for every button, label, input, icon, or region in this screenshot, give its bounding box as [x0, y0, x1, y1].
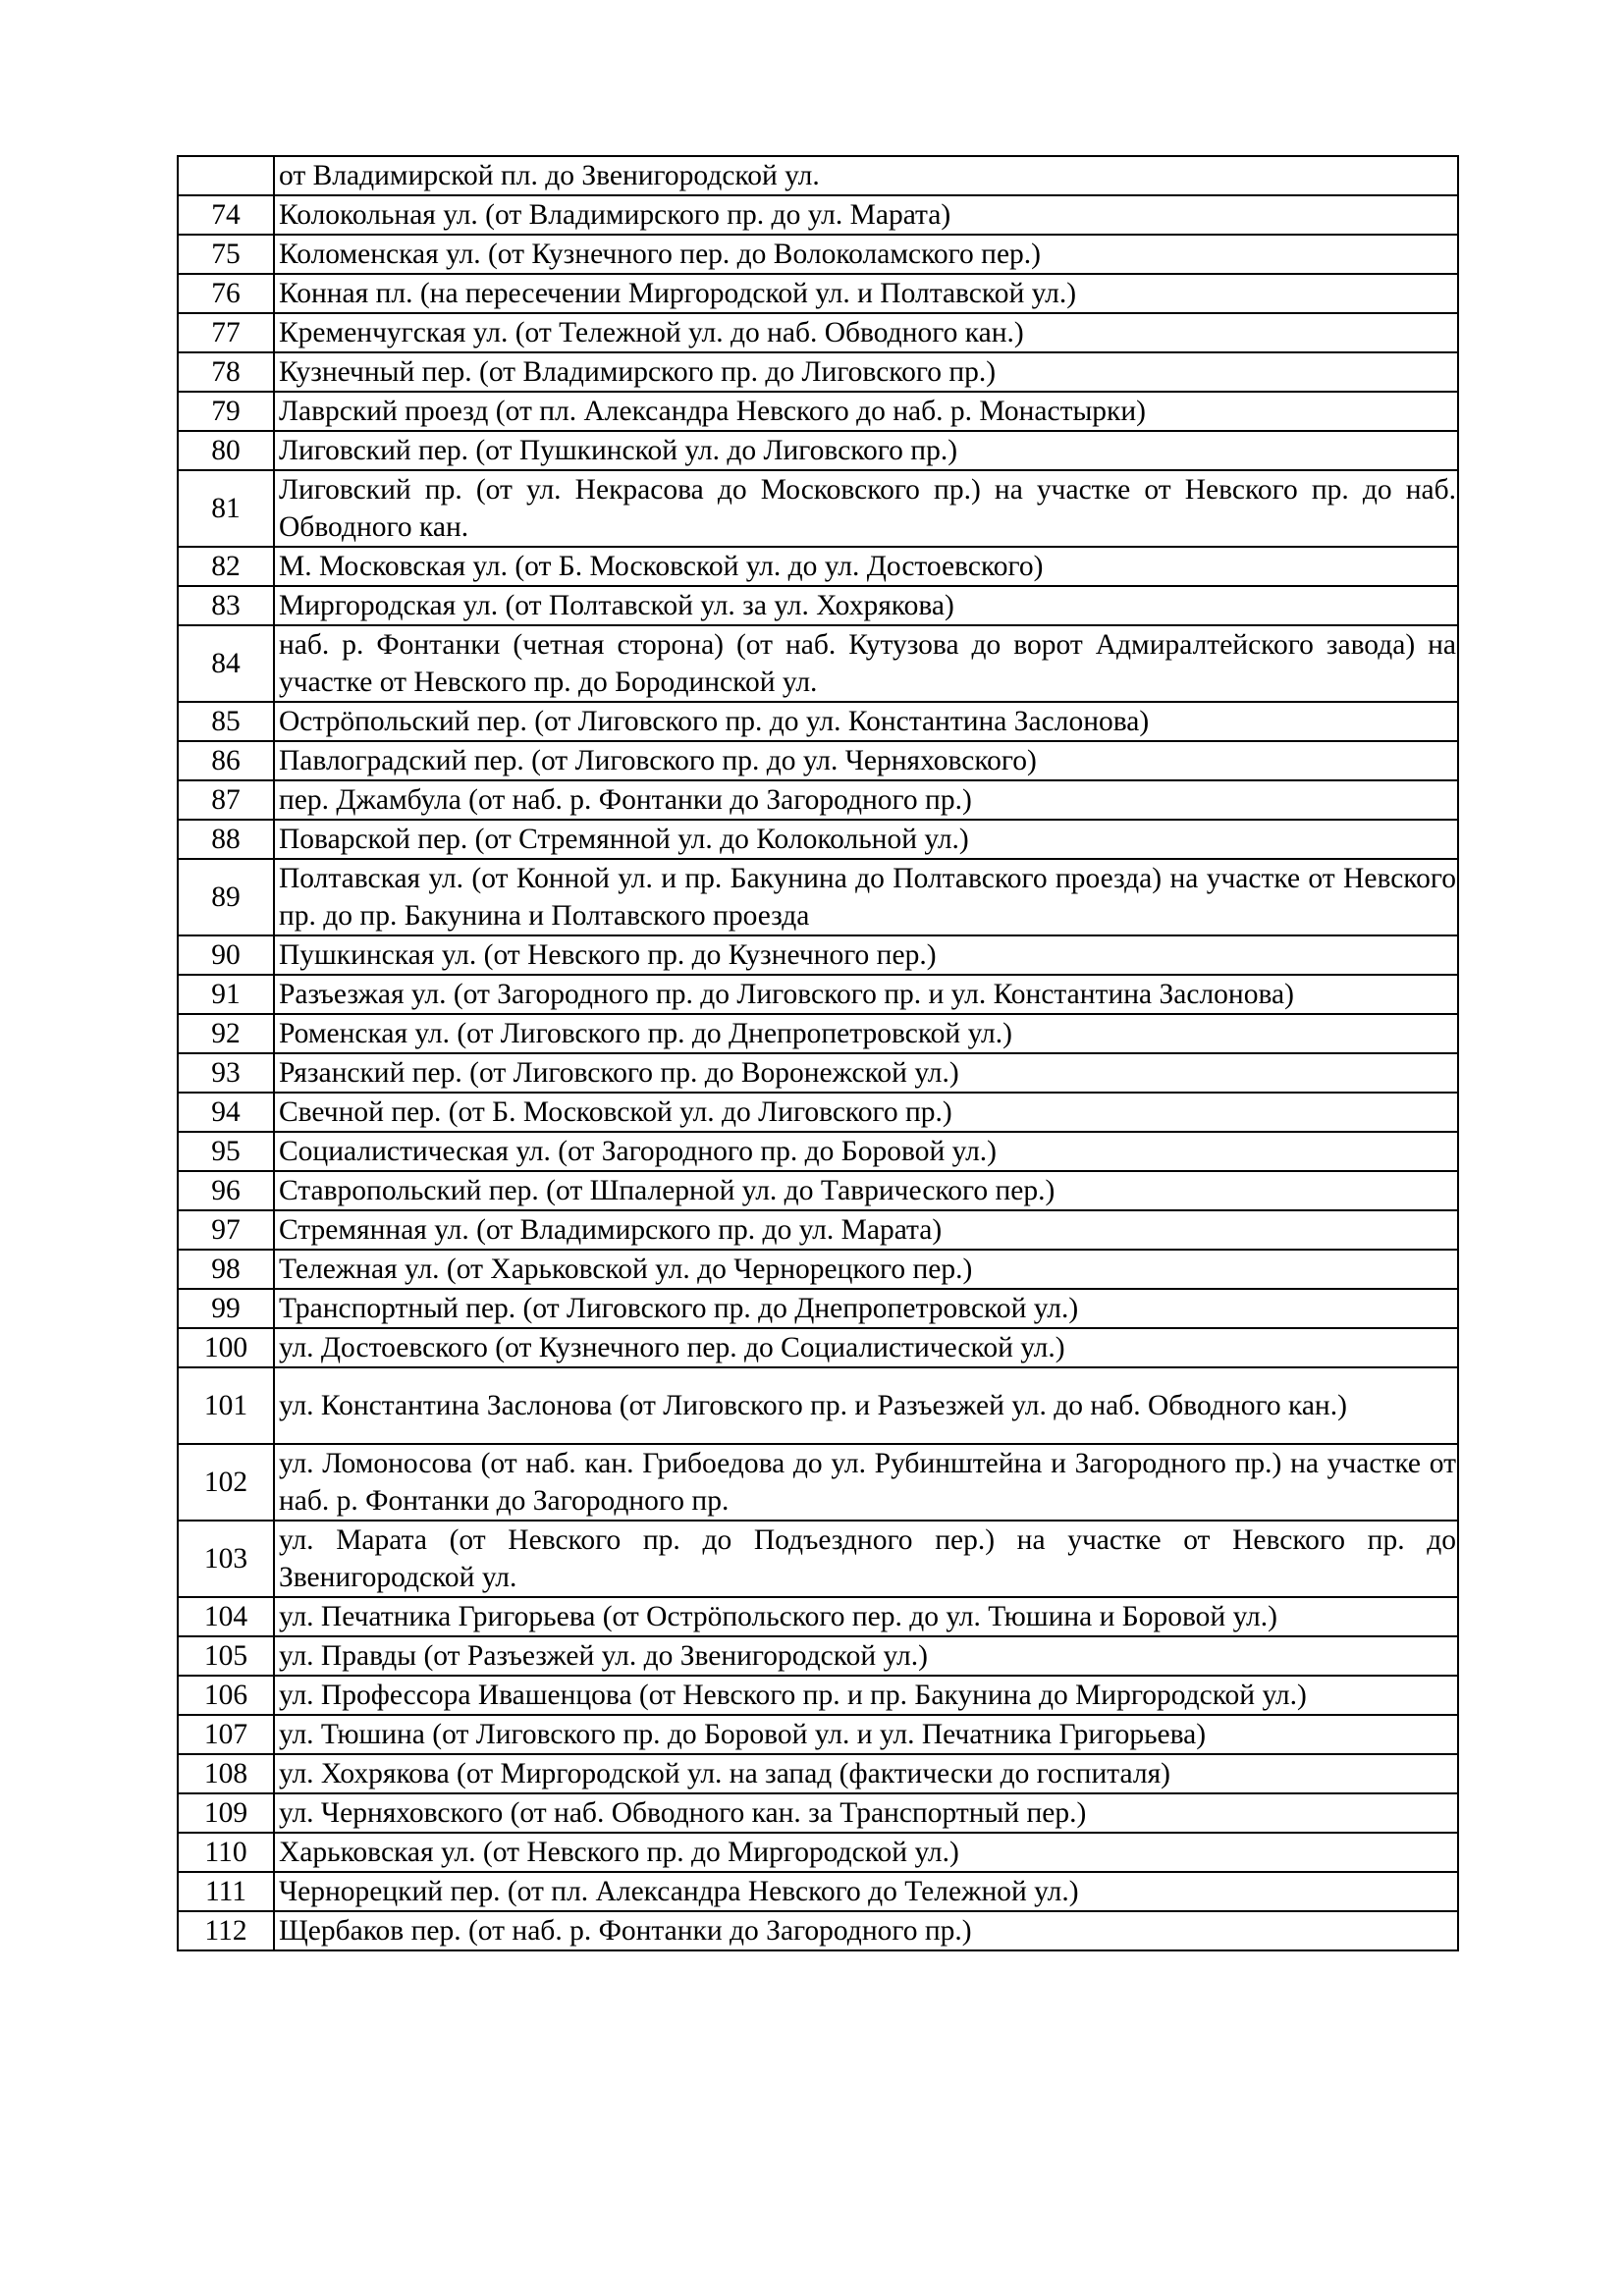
table-row: [178, 1014, 1458, 1053]
street-description: Щербаков пер. (от наб. р. Фонтанки до Загородного пр.): [274, 1911, 1458, 1950]
row-number: 112: [178, 1911, 274, 1950]
table-row: [178, 274, 1458, 313]
table-row: [178, 1444, 1458, 1521]
table-row: [178, 547, 1458, 586]
street-description: ул. Марата (от Невского пр. до Подъездного пер.) на участке от Невского пр. до Звенигородской ул.: [274, 1521, 1458, 1597]
street-description: Коломенская ул. (от Кузнечного пер. до Волоколамского пер.): [274, 235, 1458, 274]
table-row: [178, 1250, 1458, 1289]
row-number: 75: [178, 235, 274, 274]
street-description: Свечной пер. (от Б. Московской ул. до Лиговского пр.): [274, 1093, 1458, 1132]
row-number: 102: [178, 1444, 274, 1521]
table-row: [178, 1171, 1458, 1210]
street-description: Миргородская ул. (от Полтавской ул. за ул. Хохрякова): [274, 586, 1458, 625]
street-description: наб. р. Фонтанки (четная сторона) (от наб. Кутузова до ворот Адмиралтейского завода) на участке от Невского пр. до Бородинской ул.: [274, 625, 1458, 702]
row-number: 84: [178, 625, 274, 702]
table-row: [178, 859, 1458, 935]
row-number: 103: [178, 1521, 274, 1597]
row-number: 74: [178, 195, 274, 235]
table-row: [178, 741, 1458, 780]
street-description: ул. Профессора Ивашенцова (от Невского пр. и пр. Бакунина до Миргородской ул.): [274, 1676, 1458, 1715]
row-number: [178, 156, 274, 195]
street-description: Острöпольский пер. (от Лиговского пр. до ул. Константина Заслонова): [274, 702, 1458, 741]
row-number: 101: [178, 1367, 274, 1444]
table-row: [178, 1132, 1458, 1171]
table-row: [178, 1521, 1458, 1597]
row-number: 77: [178, 313, 274, 352]
street-description: Харьковская ул. (от Невского пр. до Миргородской ул.): [274, 1833, 1458, 1872]
table-row: [178, 235, 1458, 274]
row-number: 106: [178, 1676, 274, 1715]
row-number: 105: [178, 1636, 274, 1676]
street-description: Кременчугская ул. (от Тележной ул. до наб. Обводного кан.): [274, 313, 1458, 352]
street-description: ул. Тюшина (от Лиговского пр. до Боровой ул. и ул. Печатника Григорьева): [274, 1715, 1458, 1754]
street-description: Лиговский пр. (от ул. Некрасова до Московского пр.) на участке от Невского пр. до наб. Обводного кан.: [274, 470, 1458, 547]
row-number: 85: [178, 702, 274, 741]
table-row: [178, 935, 1458, 975]
street-description: Социалистическая ул. (от Загородного пр. до Боровой ул.): [274, 1132, 1458, 1171]
row-number: 91: [178, 975, 274, 1014]
row-number: 92: [178, 1014, 274, 1053]
street-description: пер. Джамбула (от наб. р. Фонтанки до Загородного пр.): [274, 780, 1458, 820]
street-description: ул. Черняховского (от наб. Обводного кан. за Транспортный пер.): [274, 1793, 1458, 1833]
table-row: [178, 1833, 1458, 1872]
row-number: 104: [178, 1597, 274, 1636]
table-row: [178, 780, 1458, 820]
street-description: Тележная ул. (от Харьковской ул. до Чернорецкого пер.): [274, 1250, 1458, 1289]
row-number: 88: [178, 820, 274, 859]
row-number: 94: [178, 1093, 274, 1132]
row-number: 78: [178, 352, 274, 392]
street-description: ул. Печатника Григорьева (от Острöпольского пер. до ул. Тюшина и Боровой ул.): [274, 1597, 1458, 1636]
street-description: ул. Правды (от Разъезжей ул. до Звенигородской ул.): [274, 1636, 1458, 1676]
street-description: Роменская ул. (от Лиговского пр. до Днепропетровской ул.): [274, 1014, 1458, 1053]
table-row: [178, 1053, 1458, 1093]
row-number: 111: [178, 1872, 274, 1911]
row-number: 90: [178, 935, 274, 975]
street-description: М. Московская ул. (от Б. Московской ул. до ул. Достоевского): [274, 547, 1458, 586]
street-description: Поварской пер. (от Стремянной ул. до Колокольной ул.): [274, 820, 1458, 859]
table-row: [178, 1793, 1458, 1833]
table-row: [178, 470, 1458, 547]
table-row: [178, 1367, 1458, 1444]
table-row: [178, 1911, 1458, 1950]
table-row: [178, 392, 1458, 431]
row-number: 99: [178, 1289, 274, 1328]
street-description: Рязанский пер. (от Лиговского пр. до Воронежской ул.): [274, 1053, 1458, 1093]
row-number: 80: [178, 431, 274, 470]
table-row: [178, 1210, 1458, 1250]
row-number: 109: [178, 1793, 274, 1833]
row-number: 93: [178, 1053, 274, 1093]
table-row: [178, 702, 1458, 741]
table-row: [178, 1715, 1458, 1754]
row-number: 81: [178, 470, 274, 547]
street-description: Колокольная ул. (от Владимирского пр. до ул. Марата): [274, 195, 1458, 235]
table-row: [178, 1676, 1458, 1715]
table-row: [178, 195, 1458, 235]
table-row: [178, 156, 1458, 195]
street-description: Транспортный пер. (от Лиговского пр. до Днепропетровской ул.): [274, 1289, 1458, 1328]
street-description: ул. Хохрякова (от Миргородской ул. на запад (фактически до госпиталя): [274, 1754, 1458, 1793]
row-number: 100: [178, 1328, 274, 1367]
row-number: 98: [178, 1250, 274, 1289]
street-description: ул. Константина Заслонова (от Лиговского пр. и Разъезжей ул. до наб. Обводного кан.): [274, 1367, 1458, 1444]
street-description: Чернорецкий пер. (от пл. Александра Невского до Тележной ул.): [274, 1872, 1458, 1911]
row-number: 76: [178, 274, 274, 313]
street-description: ул. Достоевского (от Кузнечного пер. до Социалистической ул.): [274, 1328, 1458, 1367]
row-number: 86: [178, 741, 274, 780]
table-row: [178, 1636, 1458, 1676]
row-number: 89: [178, 859, 274, 935]
street-description: Павлоградский пер. (от Лиговского пр. до ул. Черняховского): [274, 741, 1458, 780]
street-description: Лиговский пер. (от Пушкинской ул. до Лиговского пр.): [274, 431, 1458, 470]
table-row: [178, 431, 1458, 470]
row-number: 95: [178, 1132, 274, 1171]
table-row: [178, 625, 1458, 702]
street-description: Пушкинская ул. (от Невского пр. до Кузнечного пер.): [274, 935, 1458, 975]
table-row: [178, 352, 1458, 392]
table-row: [178, 313, 1458, 352]
row-number: 108: [178, 1754, 274, 1793]
row-number: 83: [178, 586, 274, 625]
table-row: [178, 1872, 1458, 1911]
street-description: Конная пл. (на пересечении Миргородской ул. и Полтавской ул.): [274, 274, 1458, 313]
table-row: [178, 1289, 1458, 1328]
table-row: [178, 820, 1458, 859]
street-description: Ставропольский пер. (от Шпалерной ул. до Таврического пер.): [274, 1171, 1458, 1210]
street-description: от Владимирской пл. до Звенигородской ул.: [274, 156, 1458, 195]
row-number: 107: [178, 1715, 274, 1754]
table-row: [178, 1754, 1458, 1793]
row-number: 97: [178, 1210, 274, 1250]
table-row: [178, 975, 1458, 1014]
table-row: [178, 1093, 1458, 1132]
street-list-table: [177, 155, 1459, 1951]
table-row: [178, 1328, 1458, 1367]
street-description: ул. Ломоносова (от наб. кан. Грибоедова до ул. Рубинштейна и Загородного пр.) на участке от наб. р. Фонтанки до Загородного пр.: [274, 1444, 1458, 1521]
street-description: Полтавская ул. (от Конной ул. и пр. Бакунина до Полтавского проезда) на участке от Невского пр. до пр. Бакунина и Полтавского проезда: [274, 859, 1458, 935]
row-number: 87: [178, 780, 274, 820]
table-row: [178, 586, 1458, 625]
street-list-body: [178, 156, 1458, 1950]
row-number: 82: [178, 547, 274, 586]
row-number: 79: [178, 392, 274, 431]
row-number: 96: [178, 1171, 274, 1210]
street-description: Лаврский проезд (от пл. Александра Невского до наб. р. Монастырки): [274, 392, 1458, 431]
street-description: Кузнечный пер. (от Владимирского пр. до Лиговского пр.): [274, 352, 1458, 392]
street-description: Стремянная ул. (от Владимирского пр. до ул. Марата): [274, 1210, 1458, 1250]
street-description: Разъезжая ул. (от Загородного пр. до Лиговского пр. и ул. Константина Заслонова): [274, 975, 1458, 1014]
row-number: 110: [178, 1833, 274, 1872]
table-row: [178, 1597, 1458, 1636]
